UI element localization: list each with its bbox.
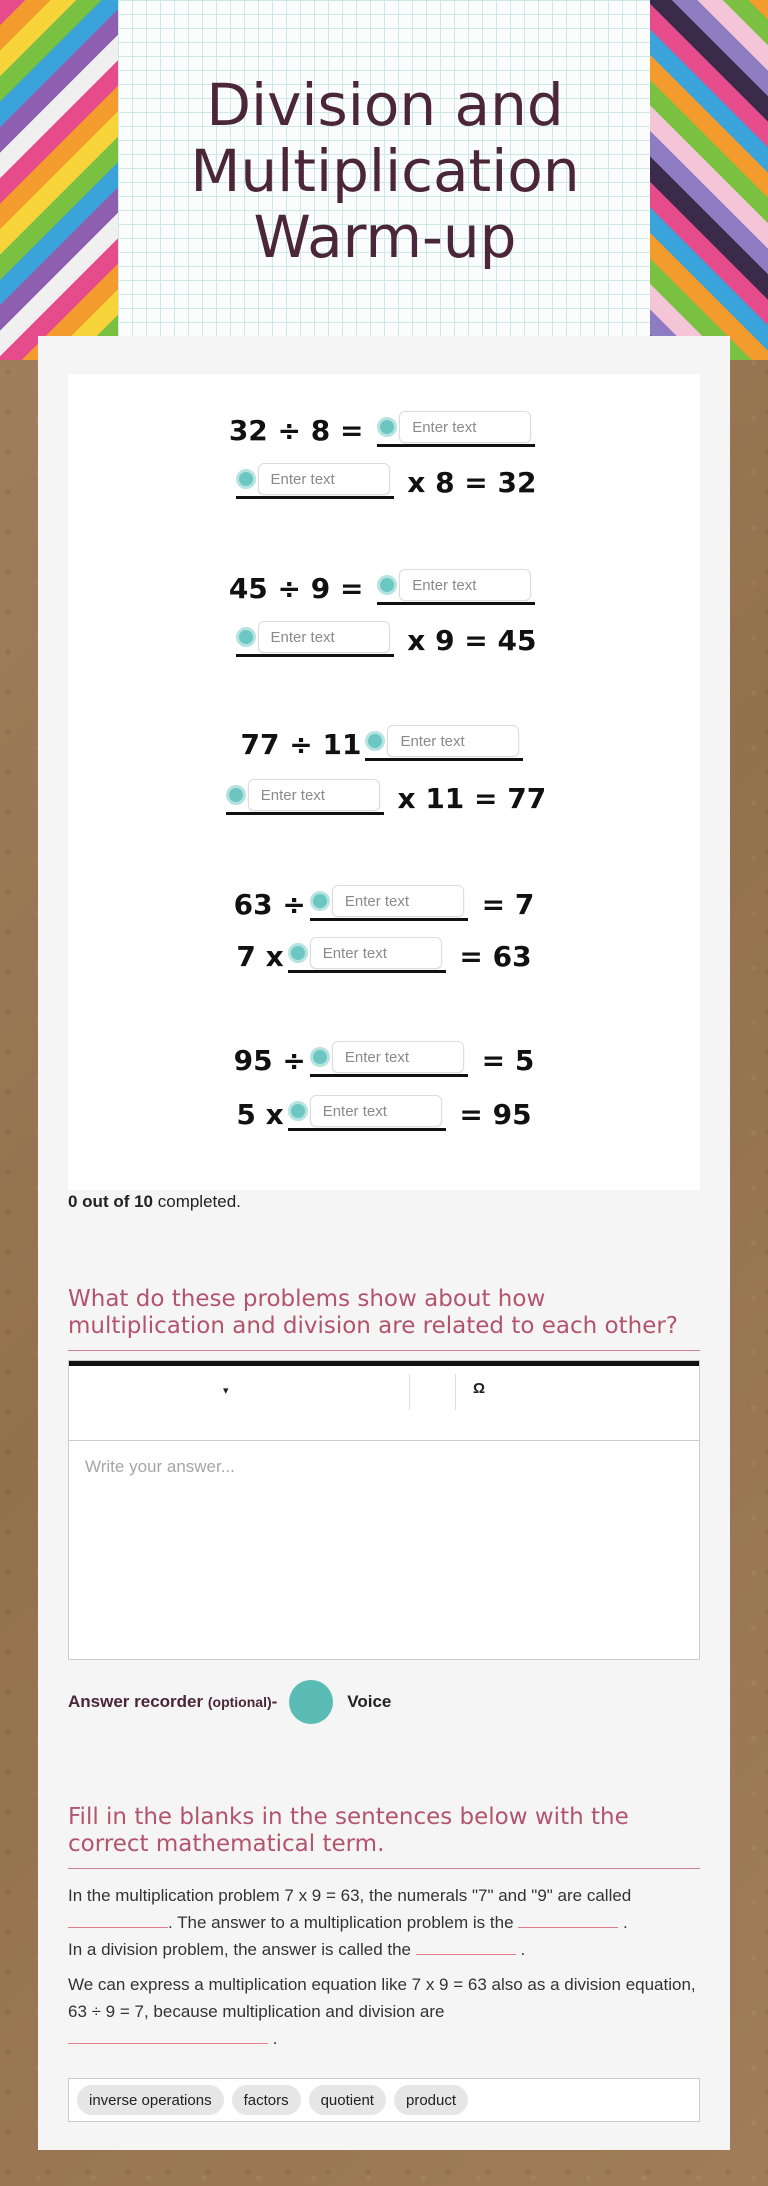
toolbar-divider [409, 1374, 410, 1410]
question-1-heading: What do these problems show about how multiplication and division are related to each other? [68, 1286, 700, 1351]
answer-recorder [68, 1680, 391, 1724]
status-dot-icon [377, 417, 397, 437]
progress-status [68, 1192, 241, 1212]
sentence-2-part-a: We can express a multiplication equation like 7 x 9 = 63 also as a division equation, 63 ÷ 9 = 7, because multiplication and division are [68, 1975, 696, 2021]
problem-5a [68, 1040, 700, 1080]
problem-2b-text: x 9 = 45 [397, 623, 537, 657]
recorder-optional: (optional) [207, 1694, 272, 1710]
sentence-1-part-e: . [520, 1940, 526, 1959]
title-line-3: Warm-up [253, 203, 517, 271]
status-dot-icon [288, 943, 308, 963]
status-dot-icon [310, 1047, 330, 1067]
format-dropdown-chevron-down-icon[interactable]: ▾ [223, 1385, 229, 1397]
progress-suffix: completed. [153, 1192, 241, 1211]
word-chip-product[interactable]: product [394, 2085, 468, 2115]
blank-inverse-operations[interactable] [68, 2026, 268, 2044]
progress-count: 0 out of 10 [68, 1192, 154, 1211]
problem-5b [68, 1094, 700, 1134]
question-2-heading: Fill in the blanks in the sentences below with the correct mathematical term. [68, 1804, 700, 1869]
problem-1a-text: 32 ÷ 8 = [228, 413, 374, 447]
problem-3a-text: 77 ÷ 11 [240, 727, 362, 761]
blank-product[interactable] [518, 1910, 618, 1928]
header-banner [0, 0, 768, 360]
right-stripes-decoration [650, 0, 768, 360]
answer-blank-2a[interactable] [377, 571, 535, 605]
answer-input[interactable]: Enter text [399, 569, 531, 601]
problem-4b-text-left: 7 x [236, 939, 284, 973]
status-dot-icon [236, 469, 256, 489]
special-characters-omega-icon[interactable]: Ω [473, 1380, 486, 1397]
answer-input[interactable]: Enter text [310, 937, 442, 969]
sentence-1-part-b: . The answer to a multiplication problem is the [168, 1913, 514, 1932]
status-dot-icon [288, 1101, 308, 1121]
editor-toolbar [69, 1361, 699, 1441]
problem-5a-text-right: = 5 [471, 1043, 535, 1077]
answer-blank-3b[interactable] [226, 781, 384, 815]
problem-5b-text-right: = 95 [449, 1097, 532, 1131]
problem-2b [68, 620, 700, 660]
problem-2a [68, 568, 700, 608]
word-chip-quotient[interactable]: quotient [309, 2085, 386, 2115]
answer-input[interactable]: Enter text [399, 411, 531, 443]
blank-quotient[interactable] [416, 1937, 516, 1955]
problem-3a [68, 724, 700, 764]
sentence-1-part-d: In a division problem, the answer is called the [68, 1940, 412, 1959]
problem-3b [68, 778, 700, 818]
title-line-2: Multiplication [190, 137, 580, 205]
answer-editor [68, 1360, 700, 1660]
answer-textarea[interactable]: Write your answer... [85, 1457, 235, 1476]
sentence-1-part-c: . [623, 1913, 628, 1932]
answer-blank-3a[interactable] [365, 727, 523, 761]
answer-blank-5a[interactable] [310, 1043, 468, 1077]
status-dot-icon [365, 731, 385, 751]
status-dot-icon [310, 891, 330, 911]
recorder-label: Answer recorder [68, 1692, 204, 1711]
answer-blank-1b[interactable] [236, 465, 394, 499]
answer-blank-5b[interactable] [288, 1097, 446, 1131]
answer-blank-4a[interactable] [310, 887, 468, 921]
word-chip-inverse-operations[interactable]: inverse operations [77, 2085, 224, 2115]
answer-input[interactable]: Enter text [332, 885, 464, 917]
answer-input[interactable]: Enter text [248, 779, 380, 811]
problem-4b-text-right: = 63 [449, 939, 532, 973]
toolbar-divider [455, 1374, 456, 1410]
answer-blank-4b[interactable] [288, 939, 446, 973]
answer-input[interactable]: Enter text [332, 1041, 464, 1073]
voice-record-button[interactable] [289, 1680, 333, 1724]
worksheet-panel [38, 336, 730, 2150]
answer-input[interactable]: Enter text [310, 1095, 442, 1127]
word-bank [68, 2078, 700, 2122]
answer-input[interactable]: Enter text [387, 725, 519, 757]
problem-1b [68, 462, 700, 502]
sentence-2 [68, 1971, 700, 2052]
recorder-dash: - [271, 1692, 278, 1711]
title-line-1: Division and [206, 71, 564, 139]
page-title [118, 72, 652, 270]
problems-area [68, 374, 700, 1190]
voice-label: Voice [347, 1692, 392, 1711]
answer-input[interactable]: Enter text [258, 463, 390, 495]
problem-4a-text-right: = 7 [471, 887, 535, 921]
answer-blank-1a[interactable] [377, 413, 535, 447]
sentence-1 [68, 1882, 700, 1963]
blank-factors[interactable] [68, 1910, 168, 1928]
status-dot-icon [226, 785, 246, 805]
problem-1a [68, 410, 700, 450]
problem-5a-text-left: 95 ÷ [233, 1043, 306, 1077]
status-dot-icon [236, 627, 256, 647]
status-dot-icon [377, 575, 397, 595]
problem-5b-text-left: 5 x [236, 1097, 284, 1131]
sentence-1-part-a: In the multiplication problem 7 x 9 = 63, the numerals "7" and "9" are called [68, 1886, 632, 1905]
left-stripes-decoration [0, 0, 118, 360]
sentence-2-part-b: . [272, 2029, 278, 2048]
answer-input[interactable]: Enter text [258, 621, 390, 653]
problem-4a [68, 884, 700, 924]
problem-4a-text-left: 63 ÷ [233, 887, 306, 921]
problem-3b-text: x 11 = 77 [387, 781, 547, 815]
word-chip-factors[interactable]: factors [232, 2085, 301, 2115]
problem-4b [68, 936, 700, 976]
problem-2a-text: 45 ÷ 9 = [228, 571, 374, 605]
fill-in-sentences [68, 1882, 700, 2060]
problem-1b-text: x 8 = 32 [397, 465, 537, 499]
answer-blank-2b[interactable] [236, 623, 394, 657]
